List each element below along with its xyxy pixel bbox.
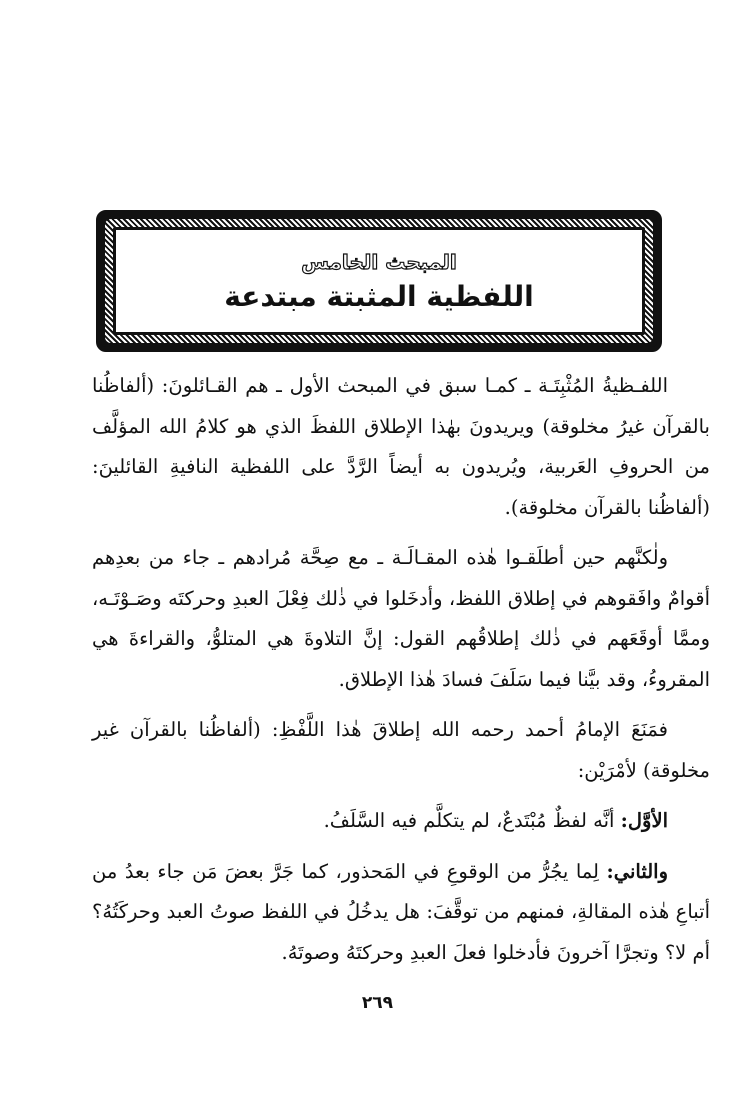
paragraph-5-text: لِما يجُرُّ من الوقوعِ في المَحذور، كما جَرَّ بعضَ مَن جاء بعدُ من أتباعِ هٰذه المقالةِ، فمنهم من توقَّفَ: هل يدخُلُ في اللفظ صوتُ العبد وحركَتُهُ؟ أم لا؟ وتجرَّا آخرونَ فأدخلوا فعلَ العبدِ وحركتَهُ وصوتَهُ.: [92, 859, 710, 964]
section-title: اللفظية المثبتة مبتدعة: [224, 279, 534, 313]
section-label: المبحث الخامس: [301, 249, 457, 274]
paragraph-4: [92, 801, 710, 842]
paragraph-2: [92, 538, 710, 700]
paragraph-4-lead: الأوَّل:: [620, 809, 668, 832]
paragraph-1-text: اللفـظيةُ المُثْبِتَـة ـ كمـا سبق في المبحث الأول ـ هم القـائلونَ: (ألفاظُنا بالقرآن غيرُ مخلوقة) ويريدونَ بهٰذا الإطلاق اللفظَ الذي هو كلامُ الله المؤلَّف من الحروفِ العَربية، ويُريدون به أيضاً الرَّدَّ على اللفظية النافيةِ القائلينَ: (ألفاظُنا بالقرآن مخلوقة).: [92, 374, 710, 519]
page-number: ٢٦٩: [361, 993, 394, 1013]
paragraph-4-text: أنَّه لفظٌ مُبْتَدعٌ، لم يتكلَّم فيه السَّلَفُ.: [323, 809, 615, 832]
paragraph-1: [92, 366, 710, 528]
title-frame: [96, 210, 662, 352]
paragraph-5-lead: والثاني:: [606, 859, 668, 883]
paragraph-2-text: ولٰكنَّهم حين أطلَقـوا هٰذه المقـالَـة ـ مع صِحَّة مُرادهم ـ جاء من بعدِهم أقوامٌ وافَقوهم في إطلاق اللفظ، وأدخَلوا في ذٰلك فِعْلَ العبدِ وحركتَه وصَـوْتَـه، وممَّا أوقَعَهم في ذٰلك إطلاقُهم القول: إنَّ التلاوةَ هي المتلوُّ، والقراءةَ هي المقروءُ، وقد بيَّنا فيما سَلَفَ فسادَ هٰذا الإطلاق.: [92, 546, 710, 691]
body-text: [92, 366, 710, 973]
paragraph-3: [92, 710, 710, 791]
title-box: [113, 227, 645, 335]
paragraph-5: [92, 852, 710, 974]
paragraph-3-text: فمَنَعَ الإمامُ أحمد رحمه الله إطلاقَ هٰذا اللَّفْظِ: (ألفاظُنا بالقرآن غير مخلوقة) لأمْرَيْن:: [92, 718, 710, 782]
